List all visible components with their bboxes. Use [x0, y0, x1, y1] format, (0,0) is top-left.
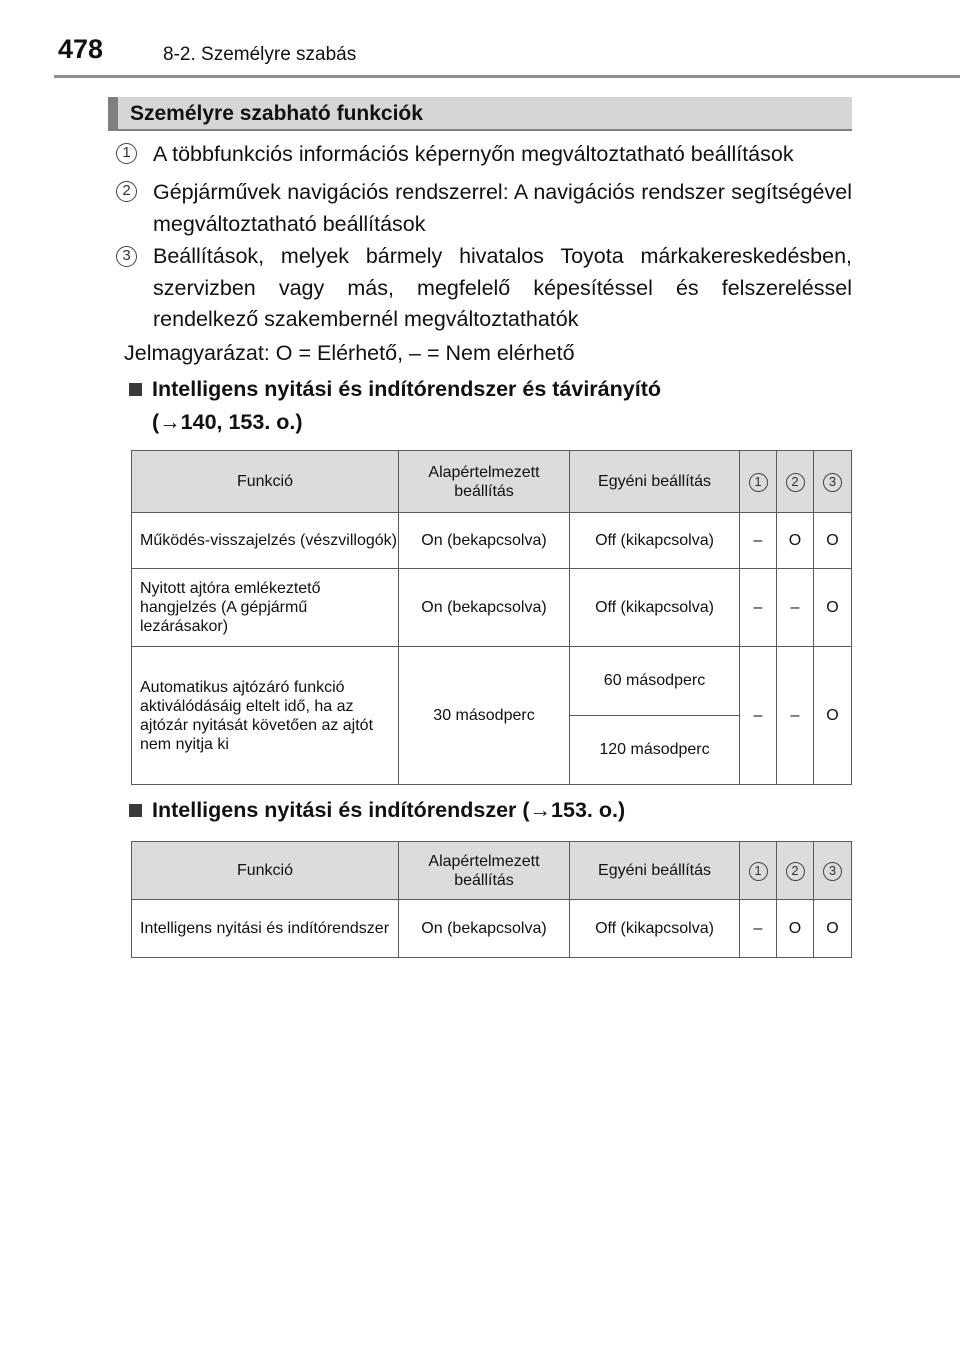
table-row — [132, 900, 852, 958]
subsection-heading-1-ref: (→140, 153. o.) — [152, 410, 303, 434]
cell-funkcio: Működés-visszajelzés (vészvillogók) — [132, 513, 399, 569]
page-title: Személyre szabható funkciók — [130, 102, 423, 125]
cell-availability-2: O — [777, 900, 814, 958]
legend-text: Jelmagyarázat: O = Elérhető, – = Nem elérhető — [124, 341, 575, 365]
cell-availability-2: O — [777, 513, 814, 569]
cell-custom: Off (kikapcsolva) — [570, 900, 740, 958]
cell-custom-option-b: 120 másodperc — [570, 716, 740, 785]
list-item-3: Beállítások, melyek bármely hivatalos Toyota márkakereskedésben, szervizben vagy más, megfelelő képesítéssel és felszereléssel rendelkező szakembernél megváltoztathatók — [153, 244, 852, 331]
header-custom: Egyéni beállítás — [570, 451, 740, 513]
header-divider — [54, 75, 960, 78]
section-title-bar — [108, 97, 852, 131]
cell-custom: Off (kikapcsolva) — [570, 569, 740, 647]
settings-table-2 — [131, 841, 852, 958]
circled-number-3-icon: 3 — [823, 473, 842, 492]
cell-custom-option-a: 60 másodperc — [570, 647, 740, 716]
cell-default: On (bekapcsolva) — [399, 569, 570, 647]
bullet-square-icon — [129, 804, 142, 817]
circled-number-2-icon: 2 — [786, 862, 805, 881]
table-header-row — [132, 842, 852, 900]
page-header — [0, 0, 960, 80]
subsection-heading-2: Intelligens nyitási és indítórendszer (→153. o.) — [152, 798, 626, 822]
cell-availability-2: – — [777, 647, 814, 785]
cell-availability-3: O — [814, 900, 852, 958]
header-default: Alapértelmezett beállítás — [399, 451, 570, 513]
header-funkcio: Funkció — [132, 842, 399, 900]
circled-number-1-icon: 1 — [749, 473, 768, 492]
section-title: 8-2. Személyre szabás — [163, 44, 357, 65]
page-number: 478 — [58, 34, 104, 64]
cell-funkcio: Automatikus ajtózáró funkció aktiválódásáig eltelt idő, ha az ajtózár nyitását követően az ajtót nem nyitja ki — [132, 647, 399, 785]
cell-default: On (bekapcsolva) — [399, 900, 570, 958]
cell-availability-1: – — [740, 647, 777, 785]
bullet-square-icon — [129, 383, 142, 396]
cell-availability-2: – — [777, 569, 814, 647]
cell-availability-3: O — [814, 647, 852, 785]
header-default: Alapértelmezett beállítás — [399, 842, 570, 900]
cell-default: On (bekapcsolva) — [399, 513, 570, 569]
cell-availability-1: – — [740, 513, 777, 569]
cell-availability-3: O — [814, 513, 852, 569]
circled-number-3-icon: 3 — [116, 246, 137, 267]
table-row — [132, 647, 852, 716]
circled-number-3-icon: 3 — [823, 862, 842, 881]
subsection-heading-1: Intelligens nyitási és indítórendszer és távirányító — [152, 377, 661, 401]
table-row — [132, 513, 852, 569]
circled-number-2-icon: 2 — [786, 473, 805, 492]
cell-default: 30 másodperc — [399, 647, 570, 785]
cell-availability-1: – — [740, 900, 777, 958]
settings-table-1 — [131, 450, 852, 785]
table-header-row — [132, 451, 852, 513]
cell-availability-1: – — [740, 569, 777, 647]
header-custom: Egyéni beállítás — [570, 842, 740, 900]
cell-funkcio: Intelligens nyitási és indítórendszer — [132, 900, 399, 958]
table-row — [132, 569, 852, 647]
cell-availability-3: O — [814, 569, 852, 647]
circled-number-1-icon: 1 — [116, 143, 137, 164]
list-item-2: Gépjárművek navigációs rendszerrel: A navigációs rendszer segítségével megváltoztatható beállítások — [153, 180, 852, 236]
circled-number-1-icon: 1 — [749, 862, 768, 881]
list-item-1: A többfunkciós információs képernyőn megváltoztatható beállítások — [153, 142, 794, 166]
cell-funkcio: Nyitott ajtóra emlékeztető hangjelzés (A gépjármű lezárásakor) — [132, 569, 399, 647]
circled-number-2-icon: 2 — [116, 181, 137, 202]
cell-custom: Off (kikapcsolva) — [570, 513, 740, 569]
header-funkcio: Funkció — [132, 451, 399, 513]
